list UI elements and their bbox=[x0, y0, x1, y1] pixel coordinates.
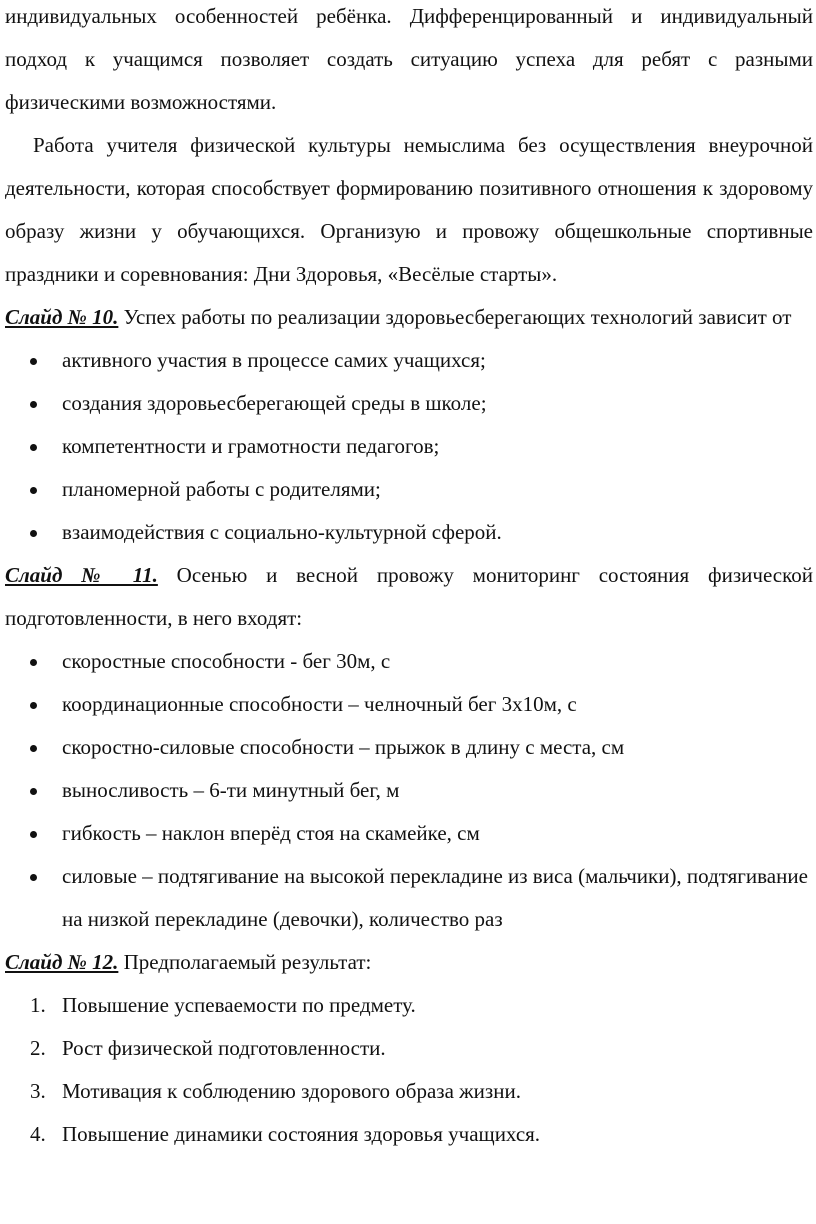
bullet-icon bbox=[30, 745, 37, 752]
list-item-text: Повышение успеваемости по предмету. bbox=[62, 993, 416, 1017]
list-item-text: компетентности и грамотности педагогов; bbox=[62, 434, 440, 458]
slide10-list bbox=[5, 339, 813, 554]
list-item bbox=[5, 984, 813, 1027]
list-item bbox=[5, 1070, 813, 1113]
list-item bbox=[5, 511, 813, 554]
list-item bbox=[5, 683, 813, 726]
list-item bbox=[5, 468, 813, 511]
list-item-text: взаимодействия с социально-культурной сферой. bbox=[62, 520, 502, 544]
list-item bbox=[5, 769, 813, 812]
list-number: 3. bbox=[30, 1079, 46, 1103]
slide11-label: Слайд № 11. bbox=[5, 563, 158, 587]
bullet-icon bbox=[30, 831, 37, 838]
bullet-icon bbox=[30, 788, 37, 795]
bullet-icon bbox=[30, 358, 37, 365]
slide12-list bbox=[5, 984, 813, 1156]
slide11-text: Осенью и весной провожу мониторинг состояния физической подготовленности, в него входят: bbox=[5, 563, 813, 630]
list-number: 2. bbox=[30, 1036, 46, 1060]
bullet-icon bbox=[30, 401, 37, 408]
list-item bbox=[5, 812, 813, 855]
slide12-paragraph bbox=[5, 941, 813, 984]
slide12-text: Предполагаемый результат: bbox=[118, 950, 372, 974]
list-item-text: Повышение динамики состояния здоровья учащихся. bbox=[62, 1122, 541, 1146]
list-item-text: силовые – подтягивание на высокой перекладине из виса (мальчики), подтягивание на низкой перекладине (девочки), количество раз bbox=[62, 864, 808, 931]
list-item bbox=[5, 382, 813, 425]
slide12-label: Слайд № 12. bbox=[5, 950, 119, 974]
list-number: 1. bbox=[30, 993, 46, 1017]
list-item bbox=[5, 339, 813, 382]
document-page bbox=[5, 0, 813, 1156]
list-item bbox=[5, 640, 813, 683]
intro-paragraph-2: Работа учителя физической культуры немыслима без осуществления внеурочной деятельности, которая способствует формированию позитивного отношения к здоровому образу жизни у обучающихся. Организую и провожу общешкольные спортивные праздники и соревнования: Дни Здоровья, «Весёлые старты». bbox=[5, 133, 813, 286]
bullet-icon bbox=[30, 702, 37, 709]
list-item bbox=[5, 425, 813, 468]
list-item bbox=[5, 1027, 813, 1070]
list-item-text: планомерной работы с родителями; bbox=[62, 477, 381, 501]
list-item bbox=[5, 1113, 813, 1156]
slide10-text: Успех работы по реализации здоровьесберегающих технологий зависит от bbox=[118, 305, 792, 329]
bullet-icon bbox=[30, 444, 37, 451]
bullet-icon bbox=[30, 874, 37, 881]
list-number: 4. bbox=[30, 1122, 46, 1146]
list-item bbox=[5, 855, 813, 941]
slide11-paragraph bbox=[5, 554, 813, 640]
list-item-text: создания здоровьесберегающей среды в школе; bbox=[62, 391, 487, 415]
list-item-text: выносливость – 6-ти минутный бег, м bbox=[62, 778, 400, 802]
list-item-text: гибкость – наклон вперёд стоя на скамейке, см bbox=[62, 821, 480, 845]
bullet-icon bbox=[30, 659, 37, 666]
list-item-text: Мотивация к соблюдению здорового образа жизни. bbox=[62, 1079, 521, 1103]
list-item bbox=[5, 726, 813, 769]
list-item-text: скоростные способности - бег 30м, с bbox=[62, 649, 391, 673]
bullet-icon bbox=[30, 530, 37, 537]
intro-paragraph-1: индивидуальных особенностей ребёнка. Дифференцированный и индивидуальный подход к учащимся позволяет создать ситуацию успеха для ребят с разными физическими возможностями. bbox=[5, 4, 813, 114]
list-item-text: координационные способности – челночный бег 3х10м, с bbox=[62, 692, 577, 716]
list-item-text: активного участия в процессе самих учащихся; bbox=[62, 348, 486, 372]
list-item-text: Рост физической подготовленности. bbox=[62, 1036, 386, 1060]
slide11-list bbox=[5, 640, 813, 941]
slide10-paragraph bbox=[5, 296, 813, 339]
list-item-text: скоростно-силовые способности – прыжок в длину с места, см bbox=[62, 735, 625, 759]
slide10-label: Слайд № 10. bbox=[5, 305, 119, 329]
bullet-icon bbox=[30, 487, 37, 494]
